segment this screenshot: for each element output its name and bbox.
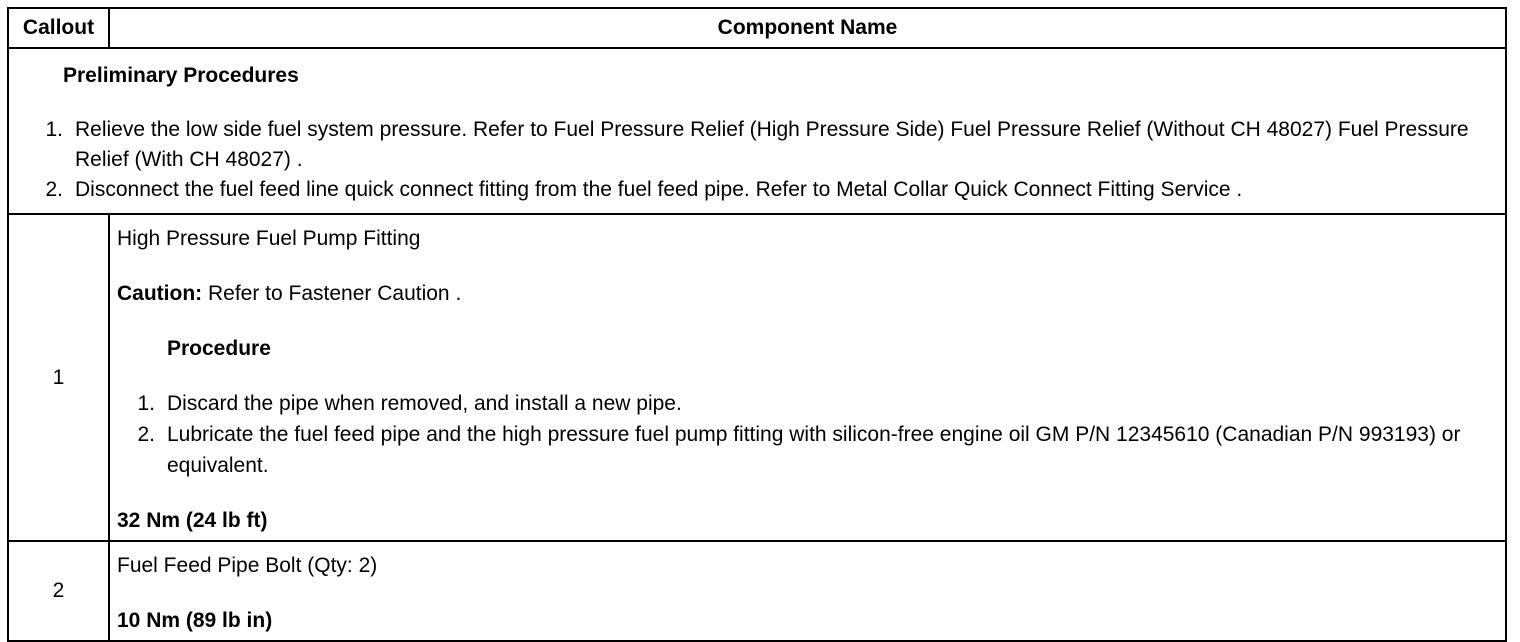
caution-text: Refer to Fastener Caution .	[202, 282, 462, 305]
caution-label: Caution:	[117, 282, 203, 305]
list-item: 1. Discard the pipe when removed, and install a new pipe.	[137, 392, 682, 415]
procedure-steps	[117, 388, 1497, 481]
table-row	[8, 541, 1506, 641]
preliminary-steps	[21, 115, 1493, 205]
component-name: Fuel Feed Pipe Bolt (Qty: 2)	[117, 554, 378, 577]
table-header-row	[8, 8, 1506, 48]
header-callout: Callout	[8, 8, 109, 48]
step-text: Discard the pipe when removed, and install a new pipe.	[167, 392, 682, 415]
torque-spec: 32 Nm (24 lb ft)	[117, 509, 268, 532]
callout-number: 2	[8, 541, 109, 641]
table-row	[8, 214, 1506, 541]
caution-note	[117, 278, 1497, 309]
component-cell	[109, 541, 1506, 641]
header-component-name: Component Name	[109, 8, 1506, 48]
torque-spec: 10 Nm (89 lb in)	[117, 609, 273, 632]
component-table	[7, 7, 1507, 642]
list-item: 1. Relieve the low side fuel system pressure. Refer to Fuel Pressure Relief (High Pressure Side) Fuel Pressure Relief (Without CH 48027) Fuel Pressure Relief (With CH 48027) .	[45, 118, 1469, 171]
step-text: Relieve the low side fuel system pressure. Refer to Fuel Pressure Relief (High Pressure Side) Fuel Pressure Relief (Without CH 48027) Fuel Pressure Relief (With CH 48027) .	[75, 118, 1469, 171]
step-text: Lubricate the fuel feed pipe and the high pressure fuel pump fitting with silicon-free engine oil GM P/N 12345610 (Canadian P/N 993193) or equivalent.	[167, 423, 1461, 477]
component-name: High Pressure Fuel Pump Fitting	[117, 227, 421, 250]
component-cell	[109, 214, 1506, 541]
list-item: 2. Lubricate the fuel feed pipe and the high pressure fuel pump fitting with silicon-free engine oil GM P/N 12345610 (Canadian P/N 993193) or equivalent.	[137, 423, 1461, 477]
list-item: 2. Disconnect the fuel feed line quick connect fitting from the fuel feed pipe. Refer to Metal Collar Quick Connect Fitting Service .	[45, 178, 1243, 201]
preliminary-row	[8, 48, 1506, 214]
step-text: Disconnect the fuel feed line quick connect fitting from the fuel feed pipe. Refer to Metal Collar Quick Connect Fitting Service .	[75, 178, 1243, 201]
preliminary-procedures	[8, 48, 1506, 214]
callout-number: 1	[8, 214, 109, 541]
preliminary-title: Preliminary Procedures	[63, 64, 299, 87]
procedure-title: Procedure	[167, 337, 271, 360]
